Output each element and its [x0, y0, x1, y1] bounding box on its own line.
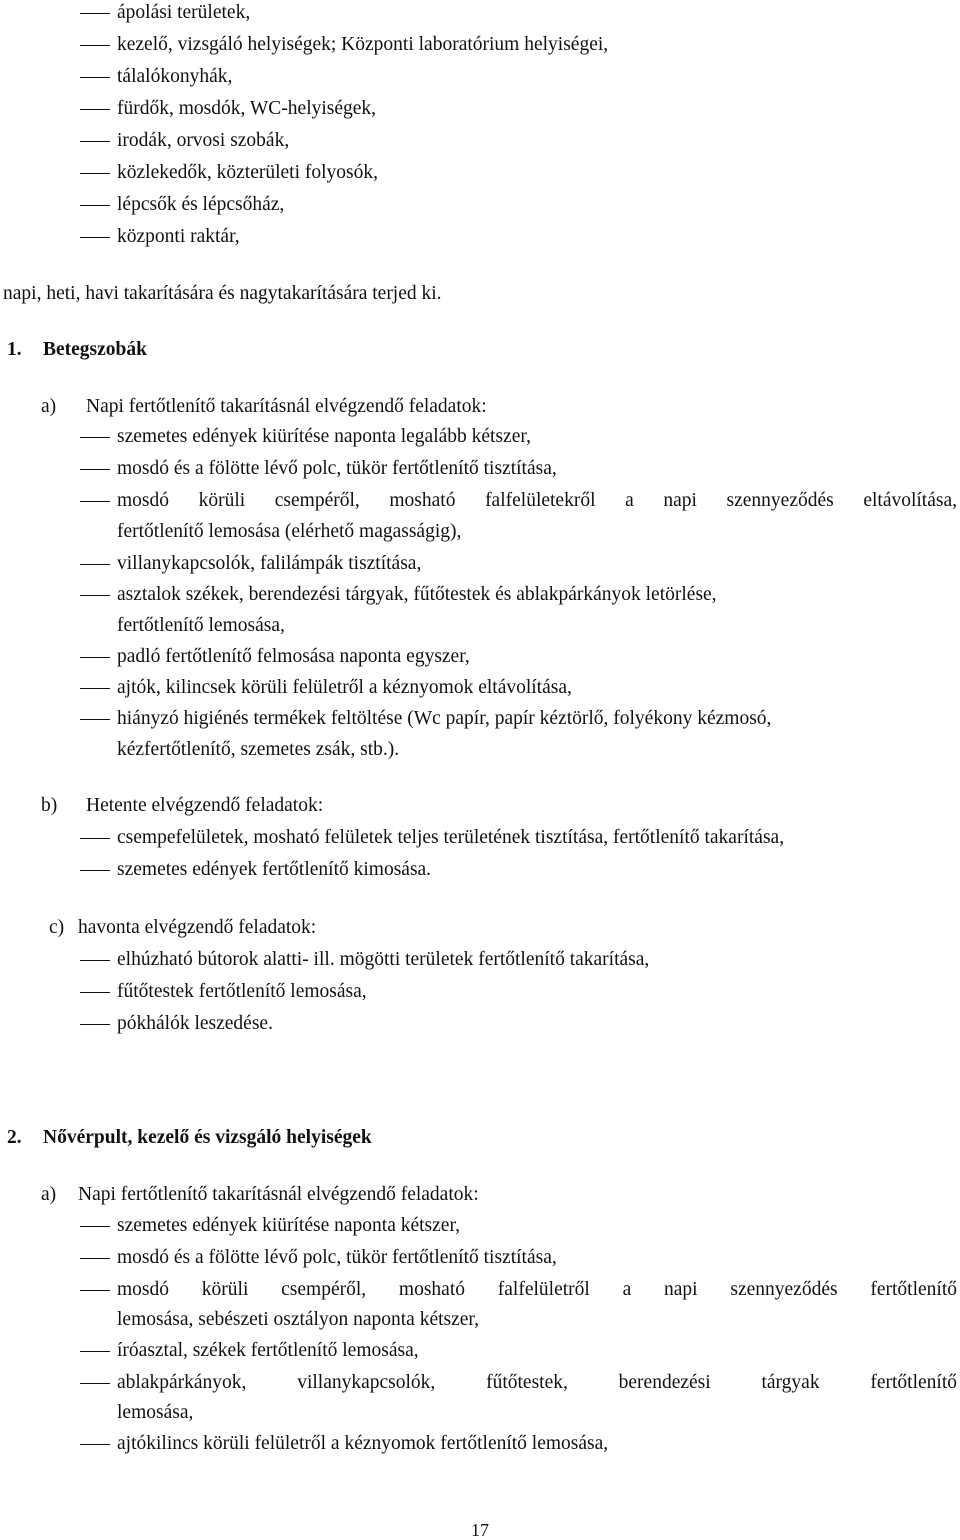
list-dash — [80, 45, 110, 46]
section-number: 2. — [7, 1127, 22, 1148]
list-dash — [80, 1226, 110, 1227]
list-dash — [80, 838, 110, 839]
list-dash — [80, 141, 110, 142]
list-item: szemetes edények kiürítése naponta legalább kétszer, — [117, 426, 531, 447]
list-item: mosdó és a fölötte lévő polc, tükör fertőtlenítő tisztítása, — [117, 458, 557, 479]
list-item: ápolási területek, — [117, 2, 251, 23]
list-dash — [80, 437, 110, 438]
list-dash — [80, 564, 110, 565]
list-item: csempefelületek, mosható felületek teljes területének tisztítása, fertőtlenítő takarítása, — [117, 827, 785, 848]
subsection-label: a) — [41, 396, 57, 417]
section-title: Nővérpult, kezelő és vizsgáló helyiségek — [43, 1127, 372, 1148]
list-dash — [80, 688, 110, 689]
list-item: közlekedők, közterületi folyosók, — [117, 162, 379, 183]
subsection-label: b) — [41, 795, 58, 816]
list-dash — [80, 960, 110, 961]
list-item-continuation: fertőtlenítő lemosása (elérhető magasságig), — [117, 521, 462, 542]
intro-sentence: napi, heti, havi takarítására és nagytakarítására terjed ki. — [3, 283, 442, 304]
list-item: szemetes edények kiürítése naponta kétszer, — [117, 1215, 461, 1236]
list-dash — [80, 469, 110, 470]
list-item: ablakpárkányok, villanykapcsolók, fűtőtestek, berendezési tárgyak fertőtlenítő — [117, 1372, 957, 1393]
list-dash — [80, 77, 110, 78]
list-dash — [80, 870, 110, 871]
list-item: központi raktár, — [117, 226, 240, 247]
list-dash — [80, 1383, 110, 1384]
list-item-continuation: kézfertőtlenítő, szemetes zsák, stb.). — [117, 739, 400, 760]
list-item: lépcsők és lépcsőház, — [117, 194, 285, 215]
page-number: 17 — [471, 1520, 489, 1540]
list-dash — [80, 173, 110, 174]
list-dash — [80, 109, 110, 110]
section-title: Betegszobák — [43, 339, 147, 360]
list-item: pókhálók leszedése. — [117, 1013, 273, 1034]
subsection-heading: Napi fertőtlenítő takarításnál elvégzendő feladatok: — [86, 396, 487, 417]
list-item: ajtókilincs körüli felületről a kéznyomok fertőtlenítő lemosása, — [117, 1433, 609, 1454]
list-dash — [80, 1290, 110, 1291]
subsection-label: c) — [49, 917, 65, 938]
list-dash — [80, 237, 110, 238]
list-item: fűtőtestek fertőtlenítő lemosása, — [117, 981, 367, 1002]
list-item: villanykapcsolók, falilámpák tisztítása, — [117, 553, 422, 574]
list-item: hiányzó higiénés termékek feltöltése (Wc papír, papír kéztörlő, folyékony kézmosó, — [117, 708, 772, 729]
list-dash — [80, 719, 110, 720]
subsection-heading: havonta elvégzendő feladatok: — [78, 917, 317, 938]
list-item: asztalok székek, berendezési tárgyak, fűtőtestek és ablakpárkányok letörlése, — [117, 584, 717, 605]
list-item: ajtók, kilincsek körüli felületről a kéznyomok eltávolítása, — [117, 677, 572, 698]
list-item: irodák, orvosi szobák, — [117, 130, 290, 151]
list-dash — [80, 1258, 110, 1259]
subsection-heading: Hetente elvégzendő feladatok: — [86, 795, 324, 816]
list-item: elhúzható bútorok alatti- ill. mögötti területek fertőtlenítő takarítása, — [117, 949, 650, 970]
subsection-label: a) — [41, 1184, 57, 1205]
list-dash — [80, 657, 110, 658]
list-dash — [80, 1024, 110, 1025]
list-item-continuation: fertőtlenítő lemosása, — [117, 615, 285, 636]
list-item-continuation: lemosása, — [117, 1402, 194, 1423]
list-item: tálalókonyhák, — [117, 66, 233, 87]
list-item: íróasztal, székek fertőtlenítő lemosása, — [117, 1340, 419, 1361]
section-number: 1. — [7, 339, 22, 360]
list-item: fürdők, mosdók, WC-helyiségek, — [117, 98, 377, 119]
list-item: padló fertőtlenítő felmosása naponta egyszer, — [117, 646, 470, 667]
list-dash — [80, 595, 110, 596]
list-item: szemetes edények fertőtlenítő kimosása. — [117, 859, 432, 880]
list-dash — [80, 205, 110, 206]
list-item-continuation: lemosása, sebészeti osztályon naponta kétszer, — [117, 1309, 480, 1330]
list-dash — [80, 1444, 110, 1445]
list-item: mosdó körüli csempéről, mosható falfelületekről a napi szennyeződés eltávolítása, — [117, 490, 957, 511]
list-dash — [80, 992, 110, 993]
list-item: kezelő, vizsgáló helyiségek; Központi laboratórium helyiségei, — [117, 34, 609, 55]
list-dash — [80, 1351, 110, 1352]
subsection-heading: Napi fertőtlenítő takarításnál elvégzendő feladatok: — [78, 1184, 479, 1205]
list-item: mosdó körüli csempéről, mosható falfelületről a napi szennyeződés fertőtlenítő — [117, 1279, 957, 1300]
list-dash — [80, 501, 110, 502]
list-dash — [80, 13, 110, 14]
list-item: mosdó és a fölötte lévő polc, tükör fertőtlenítő tisztítása, — [117, 1247, 557, 1268]
